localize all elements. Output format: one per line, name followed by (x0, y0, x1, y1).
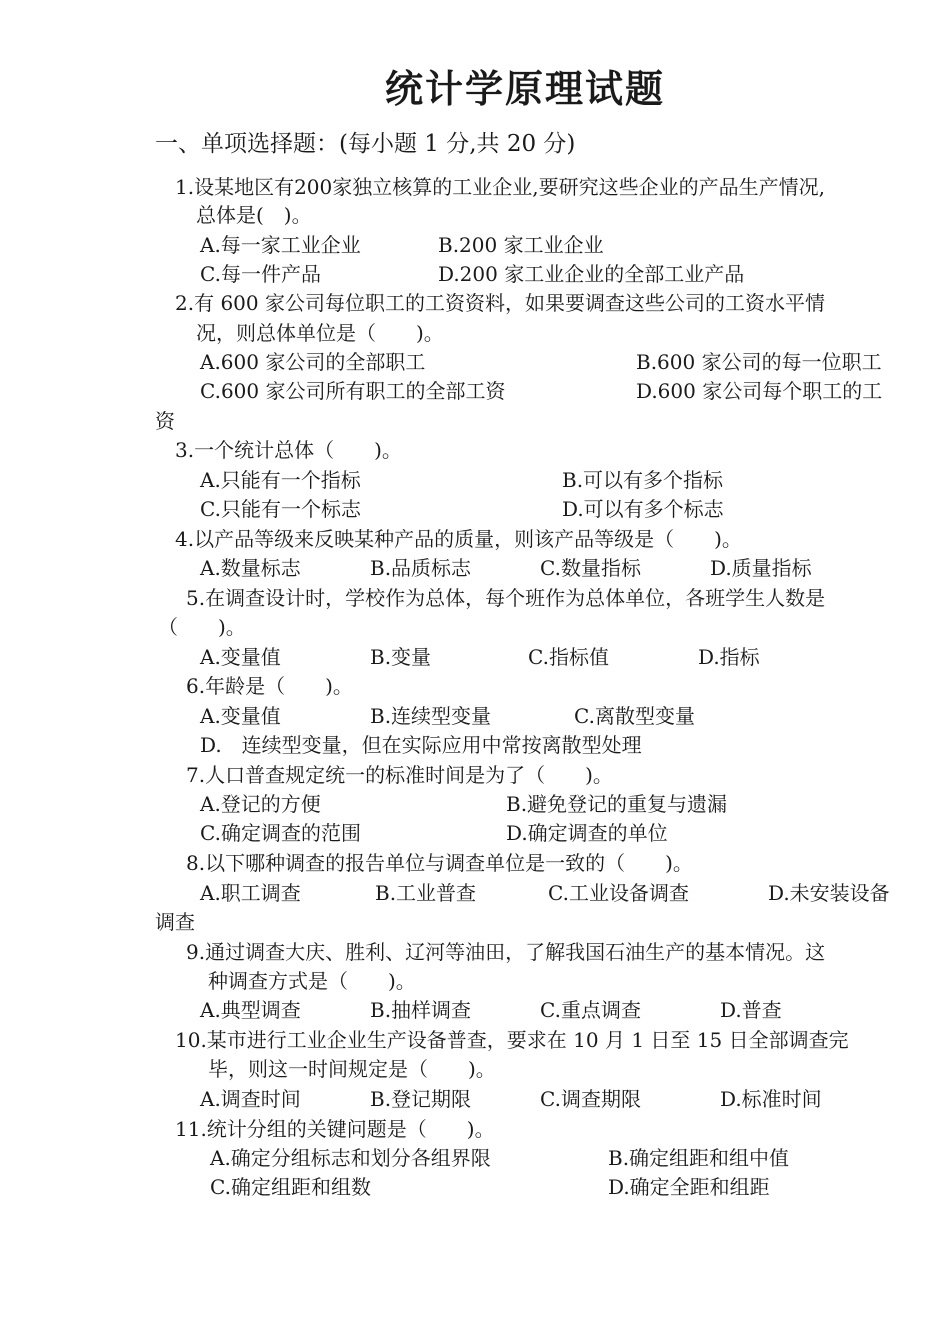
question-7-option-b: B.避免登记的重复与遗漏 (506, 792, 728, 816)
question-1-stem-line-1: 1.设某地区有200家独立核算的工业企业,要研究这些企业的产品生产情况, (175, 175, 825, 199)
question-10-stem-line-1: 10.某市进行工业企业生产设备普查，要求在 10 月 1 日至 15 日全部调查完 (175, 1028, 849, 1052)
question-8-option-d-wrap: 调查 (155, 910, 195, 934)
question-7-option-a: A.登记的方便 (200, 792, 321, 816)
question-4-option-c: C.数量指标 (540, 556, 641, 580)
question-7-option-d: D.确定调查的单位 (506, 821, 668, 845)
question-1-stem-line-2: 总体是( )。 (196, 203, 312, 227)
question-1-option-a: A.每一家工业企业 (200, 233, 361, 257)
question-3-option-d: D.可以有多个标志 (562, 497, 724, 521)
question-10-option-d: D.标准时间 (720, 1087, 822, 1111)
question-2-stem-line-2: 况，则总体单位是（ )。 (196, 321, 444, 345)
question-9-option-c: C.重点调查 (540, 998, 641, 1022)
question-4-option-a: A.数量标志 (200, 556, 301, 580)
question-9-stem-line-1: 9.通过调查大庆、胜利、辽河等油田，了解我国石油生产的基本情况。这 (186, 940, 826, 964)
question-5-stem-line-2: （ )。 (158, 615, 246, 639)
question-8-stem: 8.以下哪种调查的报告单位与调查单位是一致的（ )。 (186, 851, 693, 875)
question-9-option-b: B.抽样调查 (370, 998, 472, 1022)
question-4-option-d: D.质量指标 (710, 556, 812, 580)
question-5-option-d: D.指标 (698, 645, 760, 669)
question-10-option-c: C.调查期限 (540, 1087, 641, 1111)
question-4-stem: 4.以产品等级来反映某种产品的质量，则该产品等级是（ )。 (175, 527, 742, 551)
question-1-option-c: C.每一件产品 (200, 262, 321, 286)
question-8-option-a: A.职工调查 (200, 881, 301, 905)
question-7-stem: 7.人口普查规定统一的标准时间是为了（ )。 (186, 763, 613, 787)
question-6-option-d: D. 连续型变量，但在实际应用中常按离散型处理 (200, 733, 642, 757)
question-8-option-c: C.工业设备调查 (548, 881, 689, 905)
question-6-option-c: C.离散型变量 (574, 704, 695, 728)
question-2-option-b: B.600 家公司的每一位职工 (636, 350, 882, 374)
question-4-option-b: B.品质标志 (370, 556, 472, 580)
question-3-stem: 3.一个统计总体（ )。 (175, 438, 402, 462)
question-9-option-d: D.普查 (720, 998, 782, 1022)
question-3-option-b: B.可以有多个指标 (562, 468, 724, 492)
question-1-option-b: B.200 家工业企业 (438, 233, 604, 257)
question-5-stem-line-1: 5.在调查设计时，学校作为总体，每个班作为总体单位，各班学生人数是 (186, 586, 826, 610)
question-6-option-b: B.连续型变量 (370, 704, 492, 728)
section-heading: 一、单项选择题：(每小题 1 分,共 20 分) (155, 131, 576, 157)
question-6-option-a: A.变量值 (200, 704, 281, 728)
question-3-option-c: C.只能有一个标志 (200, 497, 361, 521)
question-5-option-a: A.变量值 (200, 645, 281, 669)
question-11-option-c: C.确定组距和组数 (210, 1175, 371, 1199)
question-7-option-c: C.确定调查的范围 (200, 821, 361, 845)
question-9-stem-line-2: 种调查方式是（ )。 (208, 969, 416, 993)
question-3-option-a: A.只能有一个指标 (200, 468, 361, 492)
question-8-option-d: D.未安装设备 (768, 881, 890, 905)
question-2-option-c: C.600 家公司所有职工的全部工资 (200, 379, 506, 403)
page-title: 统计学原理试题 (384, 67, 665, 111)
question-2-option-d: D.600 家公司每个职工的工 (636, 379, 883, 403)
question-10-option-b: B.登记期限 (370, 1087, 472, 1111)
question-5-option-c: C.指标值 (528, 645, 609, 669)
question-6-stem: 6.年龄是（ )。 (186, 674, 353, 698)
question-8-option-b: B.工业普查 (375, 881, 477, 905)
question-11-option-d: D.确定全距和组距 (608, 1175, 770, 1199)
question-9-option-a: A.典型调查 (200, 998, 301, 1022)
question-11-stem: 11.统计分组的关键问题是（ )。 (175, 1117, 495, 1141)
question-11-option-b: B.确定组距和组中值 (608, 1146, 790, 1170)
question-10-stem-line-2: 毕，则这一时间规定是（ )。 (208, 1057, 496, 1081)
question-5-option-b: B.变量 (370, 645, 432, 669)
question-2-stem-line-1: 2.有 600 家公司每位职工的工资资料，如果要调查这些公司的工资水平情 (175, 291, 825, 315)
question-10-option-a: A.调查时间 (200, 1087, 301, 1111)
question-2-option-a: A.600 家公司的全部职工 (200, 350, 426, 374)
question-2-option-d-wrap: 资 (155, 409, 175, 433)
question-1-option-d: D.200 家工业企业的全部工业产品 (438, 262, 745, 286)
question-11-option-a: A.确定分组标志和划分各组界限 (210, 1146, 491, 1170)
